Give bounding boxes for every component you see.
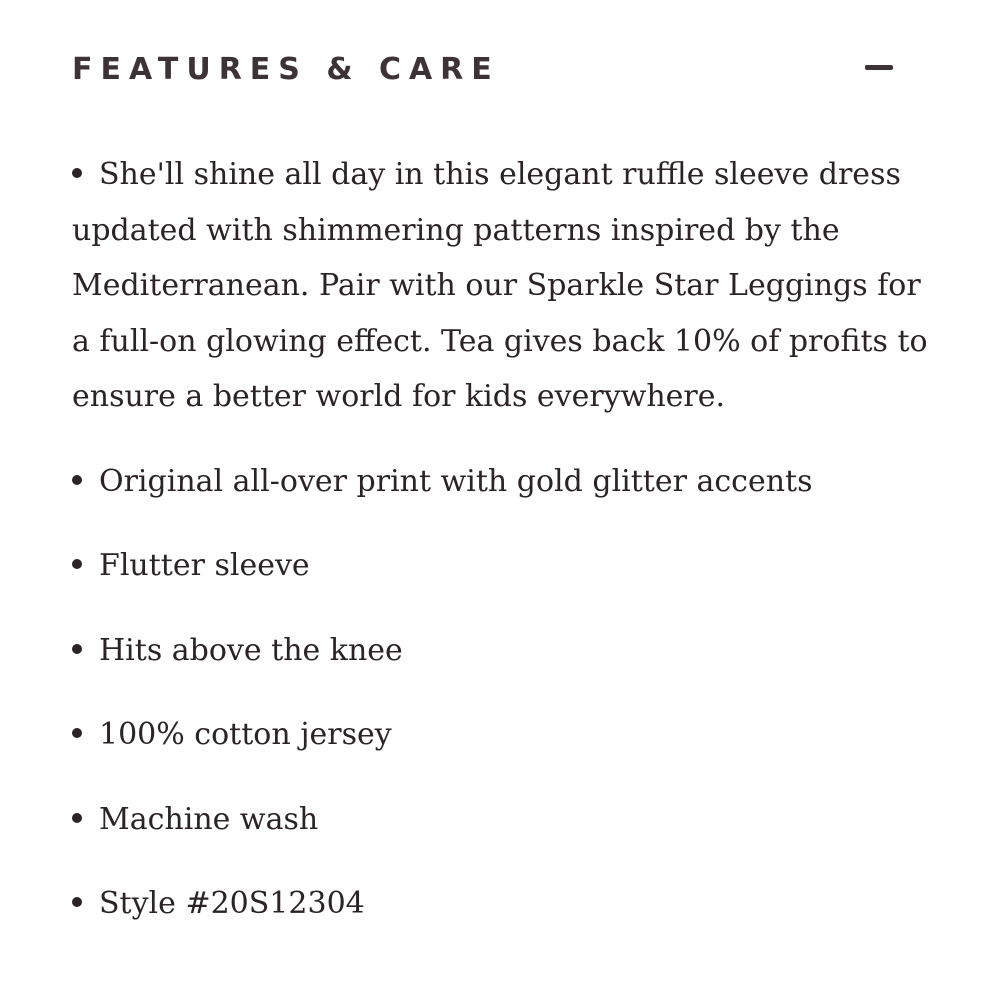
feature-text: Machine wash: [99, 801, 319, 837]
list-item: [72, 454, 932, 510]
bullet-icon: [72, 813, 82, 823]
section-title: FEATURES & CARE: [72, 52, 500, 87]
feature-text: Flutter sleeve: [99, 548, 310, 583]
bullet-icon: [72, 168, 82, 178]
feature-text: 100% cotton jersey: [99, 717, 392, 752]
bullet-icon: [72, 475, 82, 485]
feature-text: Hits above the knee: [99, 632, 403, 668]
bullet-icon: [72, 728, 82, 738]
list-item: [72, 876, 932, 932]
list-item: [72, 707, 932, 763]
list-item: [72, 623, 932, 679]
bullet-icon: [72, 897, 82, 907]
features-list: [72, 147, 932, 961]
list-item-description: [72, 147, 932, 425]
description-text: She'll shine all day in this elegant ruffle sleeve dress updated with shimmering patterns inspired by the Mediterranean. Pair with our Sparkle Star Leggings for a full-on glowing effect. Tea gives back 10% of profits to ensure a better world for kids everywhere.: [72, 157, 928, 414]
bullet-icon: [72, 559, 82, 569]
features-care-accordion-header[interactable]: [72, 46, 932, 94]
list-item: [72, 792, 932, 848]
minus-icon[interactable]: [863, 60, 895, 76]
bullet-icon: [72, 644, 82, 654]
feature-text: Style #20S12304: [99, 886, 365, 921]
feature-text: Original all-over print with gold glitter accents: [99, 463, 813, 499]
list-item: [72, 538, 932, 594]
